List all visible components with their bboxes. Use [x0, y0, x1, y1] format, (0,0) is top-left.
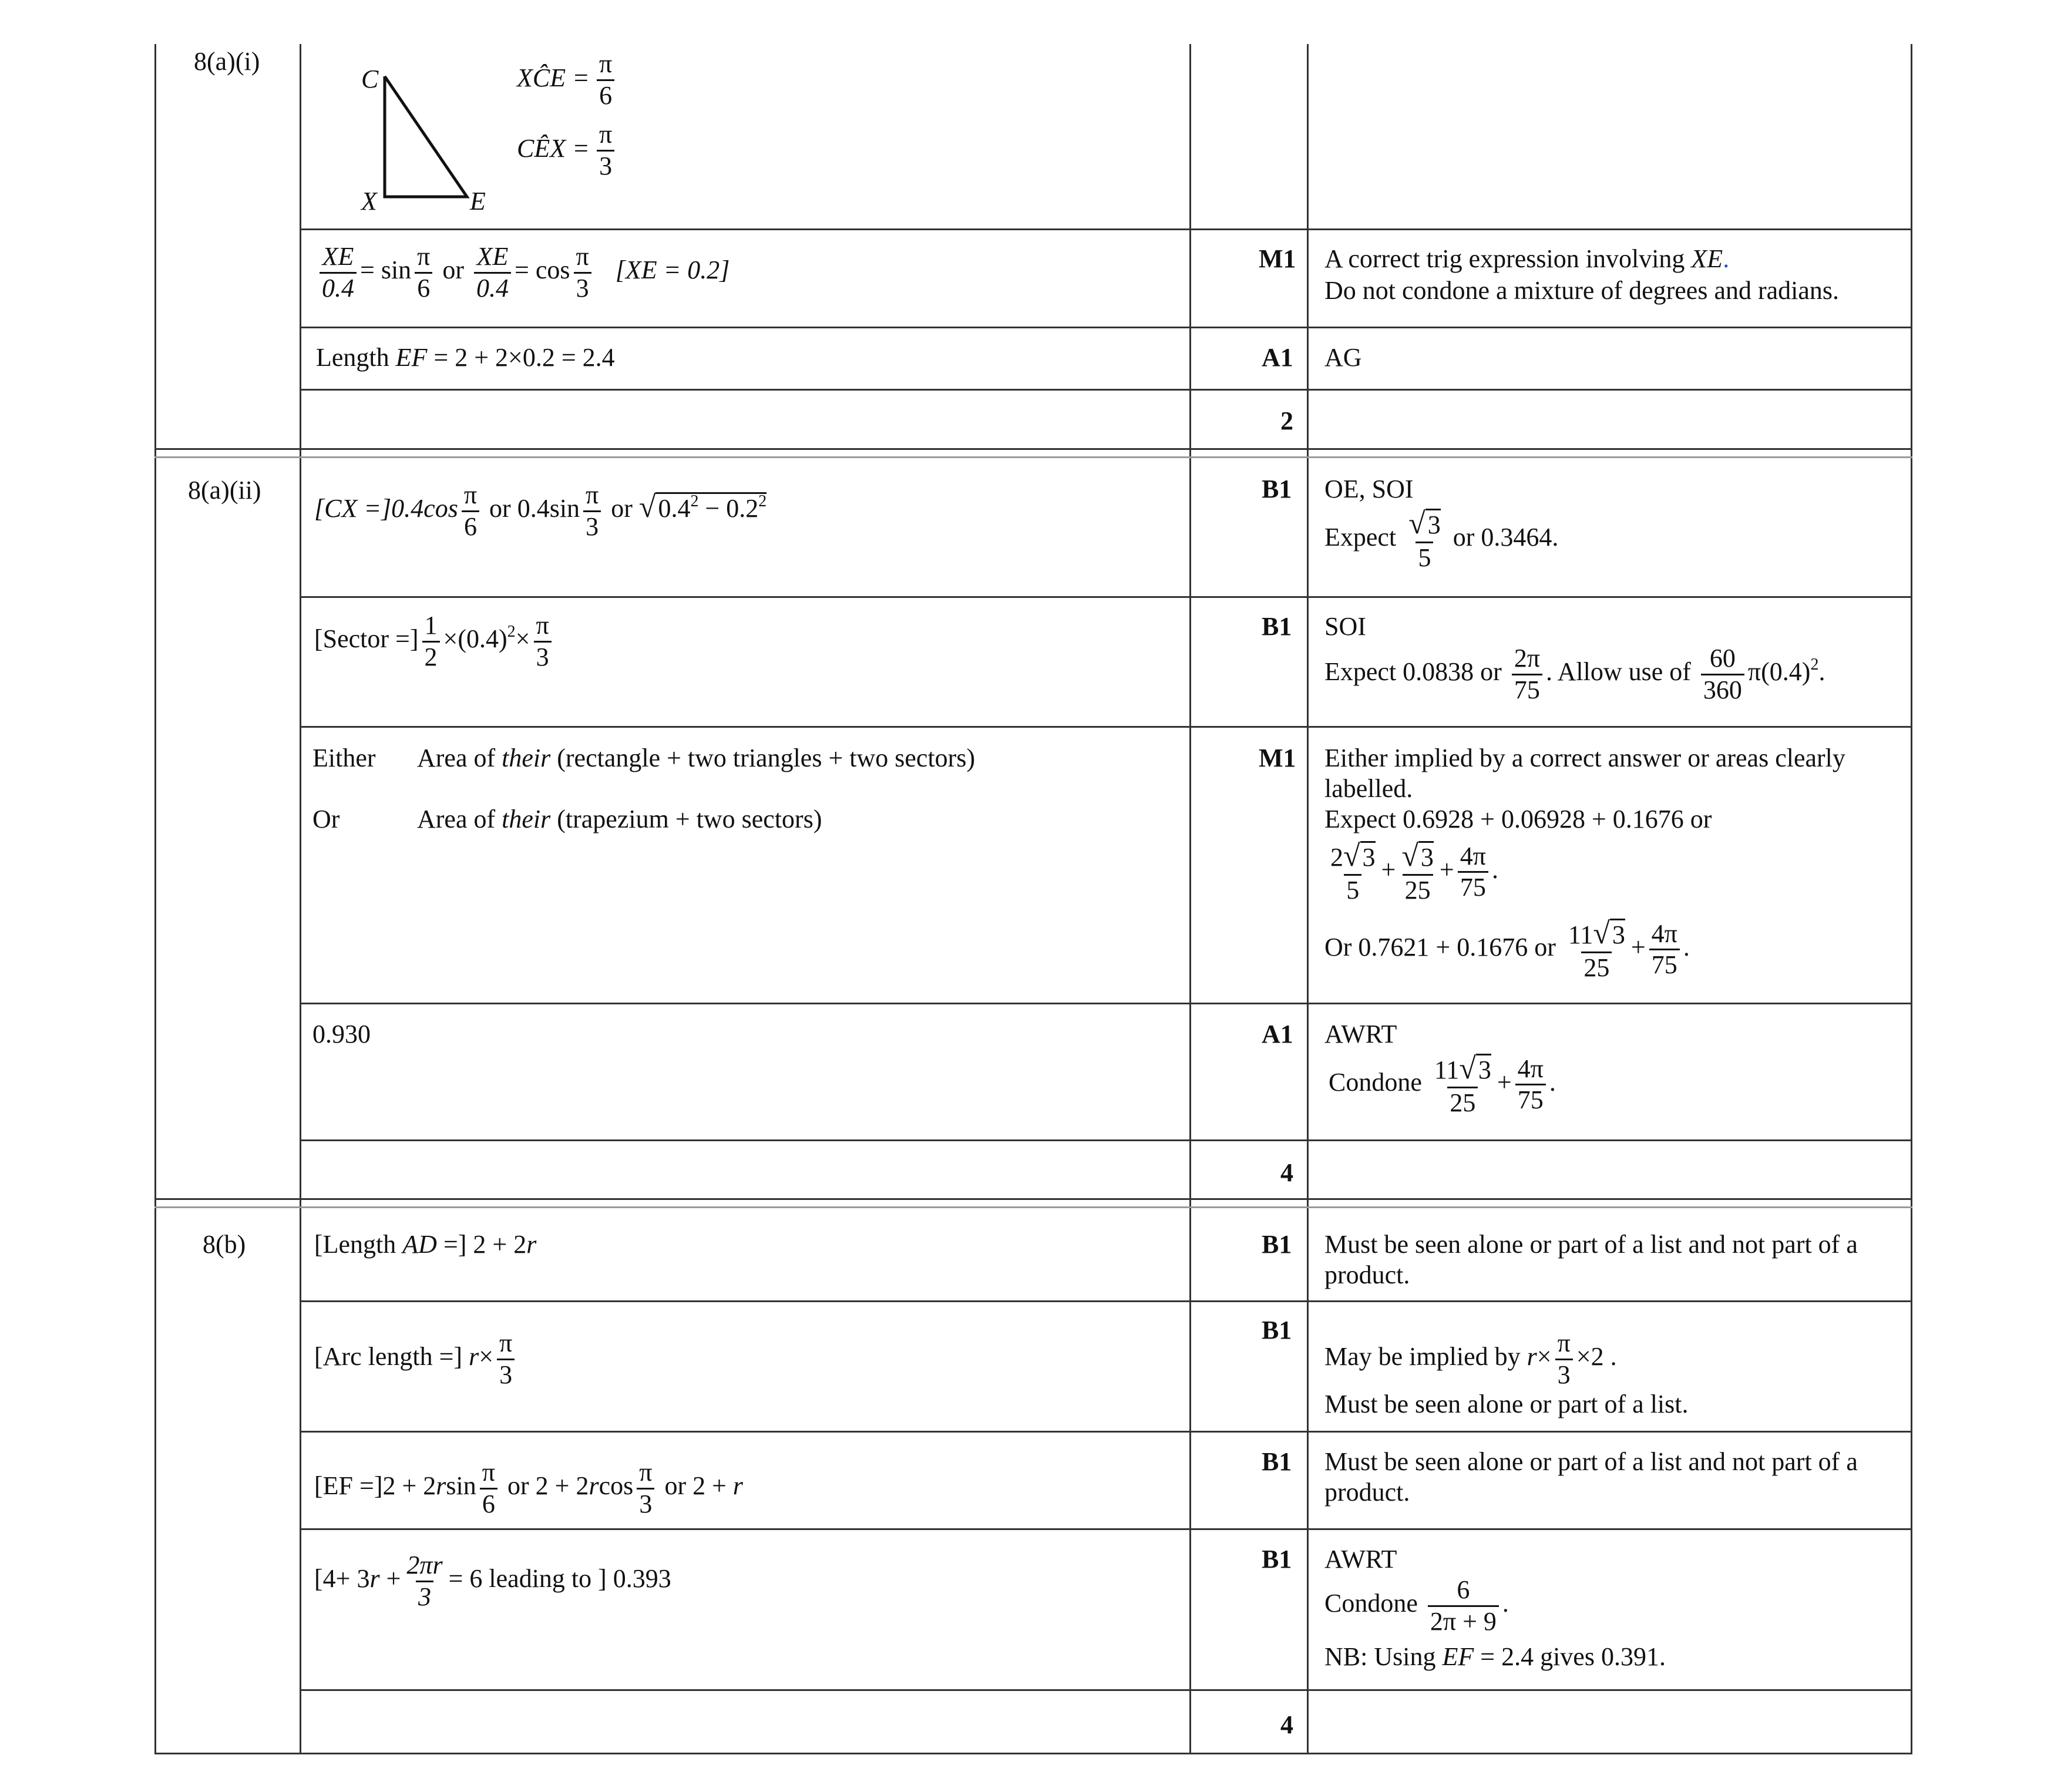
working-expression: [Length AD =] 2 + 2r [314, 1230, 537, 1259]
vertex-label-e: E [470, 187, 486, 216]
working-expression: [Sector =] $\frac{1}{2}$ $\times(0.4)^2\times$ $\frac{\pi}{3}$ [314, 611, 555, 672]
angle-xce-fraction: $\frac{\pi}{6}$ [593, 49, 618, 110]
row-divider [300, 1300, 1912, 1302]
total-marks: 4 [1280, 1710, 1293, 1739]
method-or-text: Area of their (trapezium + two sectors) [417, 805, 822, 833]
mark-code: M1 [1259, 244, 1296, 273]
angle-cex-fraction: $\frac{\pi}{3}$ [593, 120, 618, 181]
mark-code: B1 [1262, 1316, 1292, 1344]
mark-code: B1 [1262, 612, 1292, 641]
section-divider [154, 448, 1912, 450]
working-expression: [EF =]2 + 2rsin $\frac{\pi}{6}$ or 2 + 2rcos $\frac{\pi}{3}$ or 2 + r [314, 1458, 744, 1518]
column-divider-3 [1307, 44, 1309, 1754]
row-divider [300, 726, 1912, 728]
mark-code: B1 [1262, 475, 1292, 503]
mark-code: B1 [1262, 1545, 1292, 1574]
guidance-expression: Condone $\frac{11√3}{25}$ + $\frac{4\pi}{75}$ . [1329, 1052, 1556, 1117]
guidance-note: OE, SOI [1324, 475, 1414, 503]
method-either-label: Either [312, 744, 376, 772]
mark-code: A1 [1262, 343, 1293, 372]
guidance-note: product. [1324, 1478, 1410, 1507]
guidance-note: Must be seen alone or part of a list and not part of a [1324, 1230, 1858, 1259]
guidance-expression: Condone $\frac{6}{2\pi + 9}$ . [1324, 1575, 1509, 1636]
working-expression: [CX =]0.4cos $\frac{\pi}{6}$ or 0.4sin $\frac{\pi}{3}$ or $√0.4^2 - 0.2^2$ [314, 480, 767, 541]
row-divider [300, 327, 1912, 328]
table-border-right [1911, 44, 1912, 1754]
row-divider [300, 1528, 1912, 1530]
guidance-note: SOI [1324, 612, 1366, 641]
guidance-note: AWRT [1324, 1020, 1397, 1048]
mark-code: M1 [1259, 744, 1296, 772]
guidance-note: product. [1324, 1260, 1410, 1289]
guidance-note: Either implied by a correct answer or areas clearly [1324, 744, 1845, 772]
row-divider [300, 1003, 1912, 1004]
guidance-note: A correct trig expression involving XE. [1324, 244, 1730, 273]
working-expression: Length EF = 2 + 2×0.2 = 2.4 [316, 343, 615, 372]
angle-xce-label: XĈE = [517, 63, 590, 92]
section-divider [154, 456, 1912, 458]
table-border-left [154, 44, 156, 1754]
column-divider-2 [1189, 44, 1191, 1754]
mark-code: B1 [1262, 1447, 1292, 1476]
guidance-note: Expect $\frac{√3}{5}$ or 0.3464. [1324, 507, 1559, 572]
row-divider [300, 1139, 1912, 1141]
guidance-note: Expect 0.6928 + 0.06928 + 0.1676 or [1324, 805, 1712, 833]
angle-cex-label: CÊX = [517, 134, 590, 163]
guidance-note: Must be seen alone or part of a list. [1324, 1390, 1689, 1418]
row-divider [300, 389, 1912, 391]
final-answer: 0.930 [312, 1020, 371, 1048]
row-divider [300, 1431, 1912, 1433]
guidance-expression: Or 0.7621 + 0.1676 or $\frac{11√3}{25}$ + $\frac{4\pi}{75}$ . [1324, 917, 1690, 982]
method-or-label: Or [312, 805, 340, 833]
column-divider-1 [300, 44, 301, 1754]
row-divider [300, 228, 1912, 230]
total-marks: 2 [1280, 406, 1293, 435]
mark-code: B1 [1262, 1230, 1292, 1259]
guidance-expression: May be implied by r× $\frac{\pi}{3}$ ×2 . [1324, 1329, 1617, 1389]
guidance-note: labelled. [1324, 774, 1413, 803]
question-label: 8(b) [203, 1230, 246, 1259]
question-label: 8(a)(ii) [188, 476, 261, 505]
working-expression: $\frac{XE}{0.4}$ = sin $\frac{\pi}{6}$ or $\frac{XE}{0.4}$ = cos $\frac{\pi}{3}$ [XE = 0.2] [316, 242, 729, 303]
row-divider [300, 1689, 1912, 1691]
section-divider [154, 1198, 1912, 1200]
guidance-note: Must be seen alone or part of a list and not part of a [1324, 1447, 1858, 1476]
vertex-label-c: C [361, 65, 379, 93]
mark-code: A1 [1262, 1020, 1293, 1048]
guidance-note: AWRT [1324, 1545, 1397, 1574]
working-expression: [4+ 3r + $\frac{2\pi r}{3}$ = 6 leading to ] 0.393 [314, 1551, 671, 1611]
guidance-expression: $\frac{2√3}{5}$ + $\frac{√3}{25}$ + $\frac{4\pi}{75}$ . [1330, 839, 1498, 905]
table-border-bottom [154, 1753, 1912, 1754]
guidance-note: NB: Using EF = 2.4 gives 0.391. [1324, 1642, 1666, 1671]
guidance-note: AG [1324, 343, 1362, 372]
row-divider [300, 596, 1912, 598]
total-marks: 4 [1280, 1158, 1293, 1187]
working-expression: [Arc length =] r× $\frac{\pi}{3}$ [314, 1329, 518, 1390]
question-label: 8(a)(i) [194, 47, 260, 76]
guidance-note: Expect 0.0838 or $\frac{2\pi}{75}$ . Allow use of $\frac{60}{360}$ $\pi(0.4)^2$. [1324, 644, 1825, 704]
vertex-label-x: X [361, 187, 377, 216]
method-either-text: Area of their (rectangle + two triangles + two sectors) [417, 744, 976, 772]
guidance-note: Do not condone a mixture of degrees and radians. [1324, 276, 1840, 305]
section-divider [154, 1206, 1912, 1208]
